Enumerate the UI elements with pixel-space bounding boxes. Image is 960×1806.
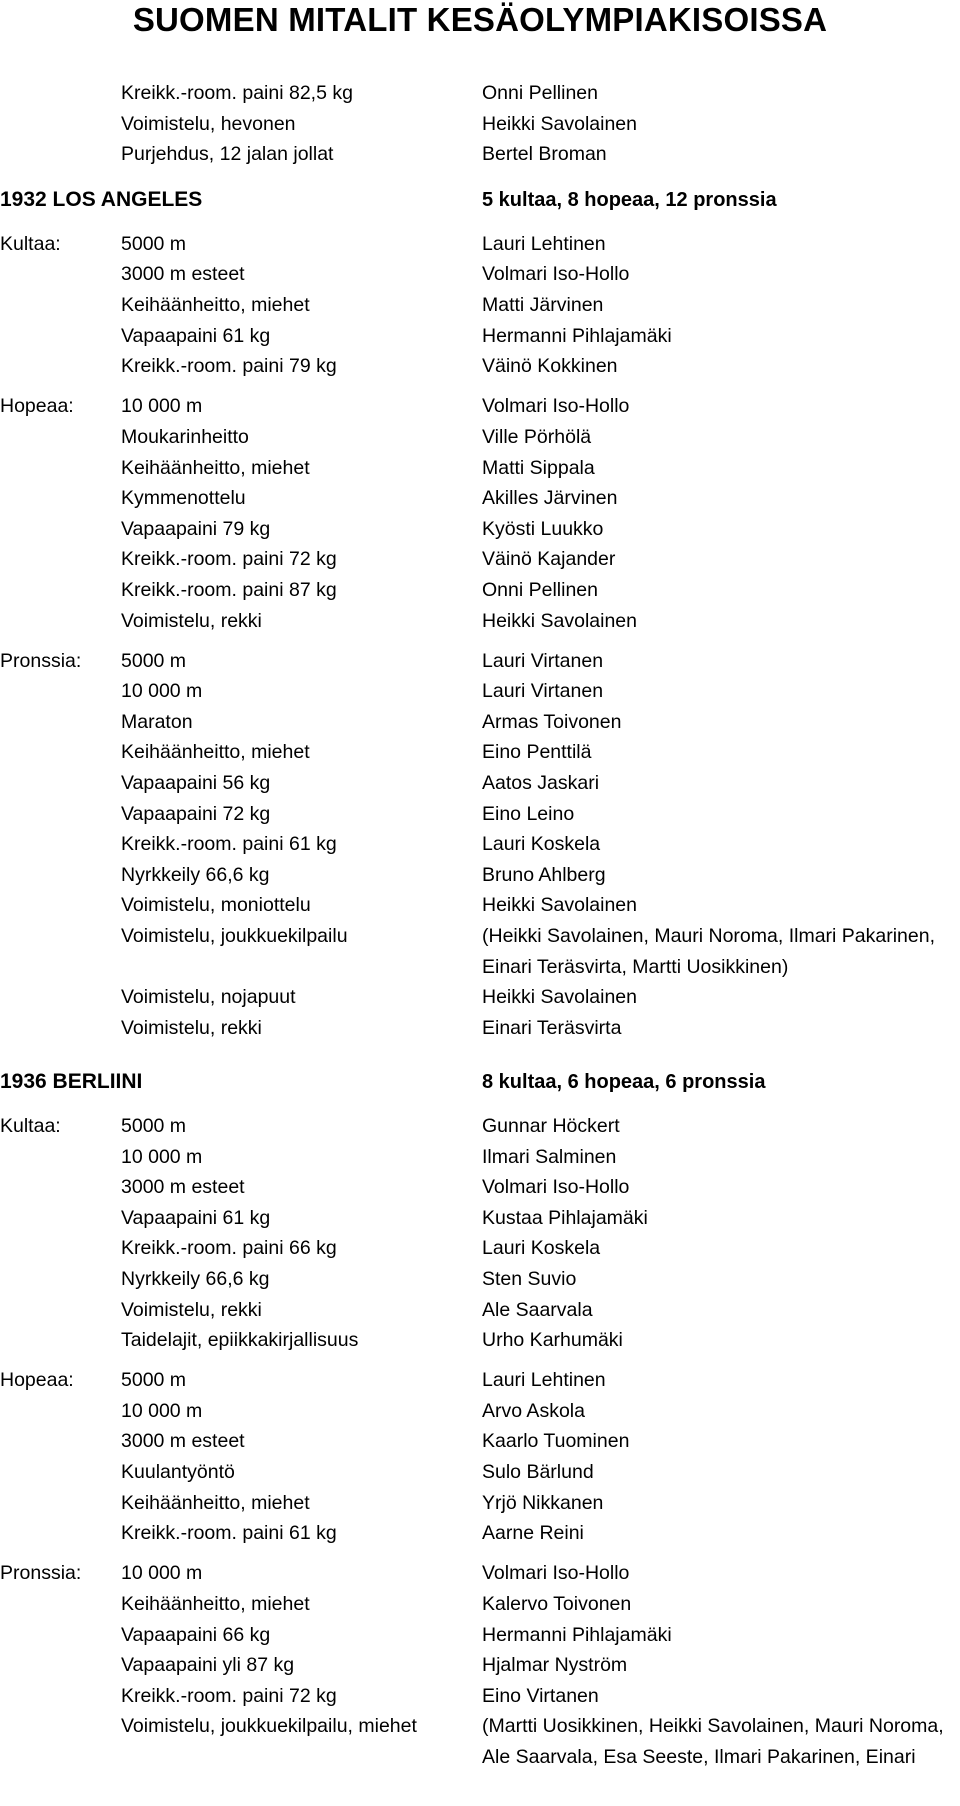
athlete-name: Armas Toivonen	[482, 710, 622, 733]
event-name: Kreikk.-room. paini 72 kg	[121, 1684, 337, 1707]
athlete-name: Kyösti Luukko	[482, 517, 604, 540]
athlete-name: Kalervo Toivonen	[482, 1592, 632, 1615]
athlete-name: Hermanni Pihlajamäki	[482, 1623, 672, 1646]
medal-row	[0, 1620, 960, 1650]
medal-row	[0, 1013, 960, 1043]
medal-row	[0, 1426, 960, 1456]
athlete-name: Lauri Virtanen	[482, 649, 604, 672]
athlete-name: Sten Suvio	[482, 1267, 577, 1290]
event-name: Nyrkkeily 66,6 kg	[121, 863, 270, 886]
athlete-name: Volmari Iso-Hollo	[482, 395, 630, 418]
event-name: Vapaapaini 79 kg	[121, 517, 271, 540]
athlete-name: Sulo Bärlund	[482, 1461, 594, 1483]
medal-tally: 8 kultaa, 6 hopeaa, 6 pronssia	[482, 1070, 766, 1093]
athlete-name: Eino Virtanen	[482, 1684, 599, 1707]
athlete-name: Lauri Lehtinen	[482, 232, 606, 255]
medal-row	[0, 799, 960, 829]
event-name: 5000 m	[121, 1369, 187, 1392]
medal-row	[0, 921, 960, 951]
event-name: Vapaapaini 56 kg	[121, 772, 271, 794]
event-name: Voimistelu, rekki	[121, 1298, 262, 1321]
event-name: Vapaapaini 72 kg	[121, 802, 271, 825]
athlete-name: Bruno Ahlberg	[482, 863, 606, 886]
event-name: Vapaapaini 61 kg	[121, 324, 271, 347]
event-name: Keihäänheitto, miehet	[121, 1592, 310, 1615]
athlete-name: Aatos Jaskari	[482, 772, 600, 794]
athlete-name: Volmari Iso-Hollo	[482, 1176, 630, 1199]
medal-row	[0, 453, 960, 483]
medal-category-label: Pronssia:	[0, 649, 82, 672]
medal-row	[0, 575, 960, 605]
event-name: Kreikk.-room. paini 87 kg	[121, 578, 337, 601]
medal-row	[0, 290, 960, 320]
medal-row	[0, 1589, 960, 1619]
medal-row	[0, 229, 960, 259]
medal-row	[0, 321, 960, 351]
athlete-name: Heikki Savolainen	[482, 986, 638, 1009]
games-name: 1932 LOS ANGELES	[0, 187, 203, 211]
athlete-name: Einari Teräsvirta	[482, 1016, 622, 1039]
medal-row	[0, 1172, 960, 1202]
athlete-name: (Heikki Savolainen, Mauri Noroma, Ilmari Pakarinen,	[482, 925, 936, 947]
medal-row	[0, 1518, 960, 1548]
games-header	[0, 185, 960, 215]
medal-row	[0, 1396, 960, 1426]
event-name: Nyrkkeily 66,6 kg	[121, 1267, 270, 1290]
medal-row	[0, 860, 960, 890]
athlete-name: Lauri Koskela	[482, 833, 601, 856]
athlete-name: Hermanni Pihlajamäki	[482, 324, 672, 347]
event-name: Vapaapaini 61 kg	[121, 1206, 271, 1229]
athlete-name: Väinö Kajander	[482, 548, 616, 571]
medal-row	[0, 1681, 960, 1711]
medal-row	[0, 544, 960, 574]
athlete-name: Lauri Koskela	[482, 1237, 601, 1260]
athlete-name: Urho Karhumäki	[482, 1329, 623, 1352]
event-name: Moukarinheitto	[121, 425, 249, 448]
athlete-name: Heikki Savolainen	[482, 609, 638, 632]
medal-row	[0, 422, 960, 452]
event-name: Purjehdus, 12 jalan jollat	[121, 143, 334, 166]
medal-row	[0, 1203, 960, 1233]
medal-category-label: Pronssia:	[0, 1562, 82, 1585]
event-name: Voimistelu, rekki	[121, 609, 262, 632]
event-name: Kreikk.-room. paini 82,5 kg	[121, 82, 353, 104]
medal-row	[0, 351, 960, 381]
medal-row	[0, 1325, 960, 1355]
medal-row	[0, 391, 960, 421]
event-name: Keihäänheitto, miehet	[121, 294, 310, 316]
medal-tally: 5 kultaa, 8 hopeaa, 12 pronssia	[482, 188, 777, 211]
athlete-name: Arvo Askola	[482, 1399, 585, 1422]
athlete-name: Väinö Kokkinen	[482, 355, 618, 378]
medal-row	[0, 259, 960, 289]
event-name: Vapaapaini 66 kg	[121, 1623, 271, 1646]
athlete-name: Ale Saarvala, Esa Seeste, Ilmari Pakarinen, Einari	[482, 1745, 916, 1768]
event-name: Kreikk.-room. paini 72 kg	[121, 548, 337, 571]
medal-row	[0, 1264, 960, 1294]
athlete-name: Yrjö Nikkanen	[482, 1491, 604, 1514]
athlete-name: Kaarlo Tuominen	[482, 1430, 630, 1453]
athlete-name: Matti Järvinen	[482, 294, 604, 316]
athlete-name: Akilles Järvinen	[482, 487, 618, 510]
games-name: 1936 BERLIINI	[0, 1069, 143, 1093]
medal-category-label: Hopeaa:	[0, 1369, 74, 1392]
event-name: 5000 m	[121, 649, 187, 672]
event-name: 10 000 m	[121, 1145, 203, 1168]
medal-row	[0, 707, 960, 737]
medal-row	[0, 1558, 960, 1588]
event-name: Kreikk.-room. paini 61 kg	[121, 833, 337, 856]
event-name: 10 000 m	[121, 680, 203, 703]
athlete-name: Lauri Virtanen	[482, 680, 604, 703]
medal-row	[0, 982, 960, 1012]
medal-row	[0, 1233, 960, 1263]
medal-row	[0, 1650, 960, 1680]
medal-row	[0, 952, 960, 982]
athlete-name: Aarne Reini	[482, 1522, 584, 1545]
medal-row	[0, 1365, 960, 1395]
athlete-name: Heikki Savolainen	[482, 894, 638, 917]
event-name: Kreikk.-room. paini 61 kg	[121, 1522, 337, 1545]
event-name: 3000 m esteet	[121, 1176, 245, 1199]
athlete-name: Onni Pellinen	[482, 578, 598, 601]
event-name: Voimistelu, joukkuekilpailu, miehet	[121, 1715, 417, 1738]
event-name: 3000 m esteet	[121, 263, 245, 286]
event-name: Voimistelu, rekki	[121, 1016, 262, 1039]
athlete-name: Volmari Iso-Hollo	[482, 1562, 630, 1585]
medal-row	[0, 483, 960, 513]
event-name: Keihäänheitto, miehet	[121, 741, 310, 764]
event-name: 10 000 m	[121, 1562, 203, 1585]
event-name: Voimistelu, moniottelu	[121, 894, 311, 917]
medal-category-label: Kultaa:	[0, 1114, 61, 1137]
athlete-name: Volmari Iso-Hollo	[482, 263, 630, 286]
athlete-name: Matti Sippala	[482, 456, 595, 479]
athlete-name: Onni Pellinen	[482, 82, 598, 104]
athlete-name: Gunnar Höckert	[482, 1114, 620, 1137]
medal-row	[0, 1111, 960, 1141]
event-name: Keihäänheitto, miehet	[121, 1491, 310, 1514]
medal-row	[0, 1742, 960, 1772]
event-name: Kymmenottelu	[121, 487, 246, 510]
event-name: Voimistelu, joukkuekilpailu	[121, 925, 348, 947]
medal-row	[0, 606, 960, 636]
athlete-name: Ville Pörhölä	[482, 425, 592, 448]
athlete-name: Einari Teräsvirta, Martti Uosikkinen)	[482, 955, 789, 978]
event-name: 5000 m	[121, 232, 187, 255]
athlete-name: Hjalmar Nyström	[482, 1654, 628, 1677]
medal-row	[0, 514, 960, 544]
event-name: 10 000 m	[121, 1399, 203, 1422]
medal-row	[0, 109, 960, 139]
athlete-name: (Martti Uosikkinen, Heikki Savolainen, Mauri Noroma,	[482, 1715, 944, 1738]
event-name: Kreikk.-room. paini 79 kg	[121, 355, 337, 378]
medal-row	[0, 1711, 960, 1741]
medal-category-label: Kultaa:	[0, 232, 61, 255]
event-name: Vapaapaini yli 87 kg	[121, 1654, 295, 1677]
medal-row	[0, 768, 960, 798]
athlete-name: Bertel Broman	[482, 143, 607, 166]
medal-row	[0, 737, 960, 767]
event-name: Kreikk.-room. paini 66 kg	[121, 1237, 337, 1260]
event-name: Maraton	[121, 710, 193, 733]
event-name: 3000 m esteet	[121, 1430, 245, 1453]
athlete-name: Eino Penttilä	[482, 741, 592, 764]
medal-row	[0, 1295, 960, 1325]
athlete-name: Heikki Savolainen	[482, 112, 638, 135]
event-name: Voimistelu, nojapuut	[121, 986, 296, 1009]
athlete-name: Kustaa Pihlajamäki	[482, 1206, 648, 1229]
event-name: Voimistelu, hevonen	[121, 112, 296, 135]
event-name: 5000 m	[121, 1114, 187, 1137]
medal-row	[0, 139, 960, 169]
athlete-name: Lauri Lehtinen	[482, 1369, 606, 1392]
event-name: Taidelajit, epiikkakirjallisuus	[121, 1329, 359, 1352]
medal-row	[0, 890, 960, 920]
event-name: Kuulantyöntö	[121, 1461, 235, 1483]
athlete-name: Eino Leino	[482, 802, 575, 825]
athlete-name: Ilmari Salminen	[482, 1145, 617, 1168]
event-name: Keihäänheitto, miehet	[121, 456, 310, 479]
medal-row	[0, 829, 960, 859]
medal-row	[0, 1142, 960, 1172]
athlete-name: Ale Saarvala	[482, 1298, 593, 1321]
games-header	[0, 1067, 960, 1097]
medal-row	[0, 78, 960, 108]
medal-row	[0, 676, 960, 706]
medal-row	[0, 1457, 960, 1487]
medal-row	[0, 646, 960, 676]
medal-category-label: Hopeaa:	[0, 395, 74, 418]
event-name: 10 000 m	[121, 395, 203, 418]
medal-row	[0, 1488, 960, 1518]
page-title: SUOMEN MITALIT KESÄOLYMPIAKISOISSA	[132, 1, 828, 38]
